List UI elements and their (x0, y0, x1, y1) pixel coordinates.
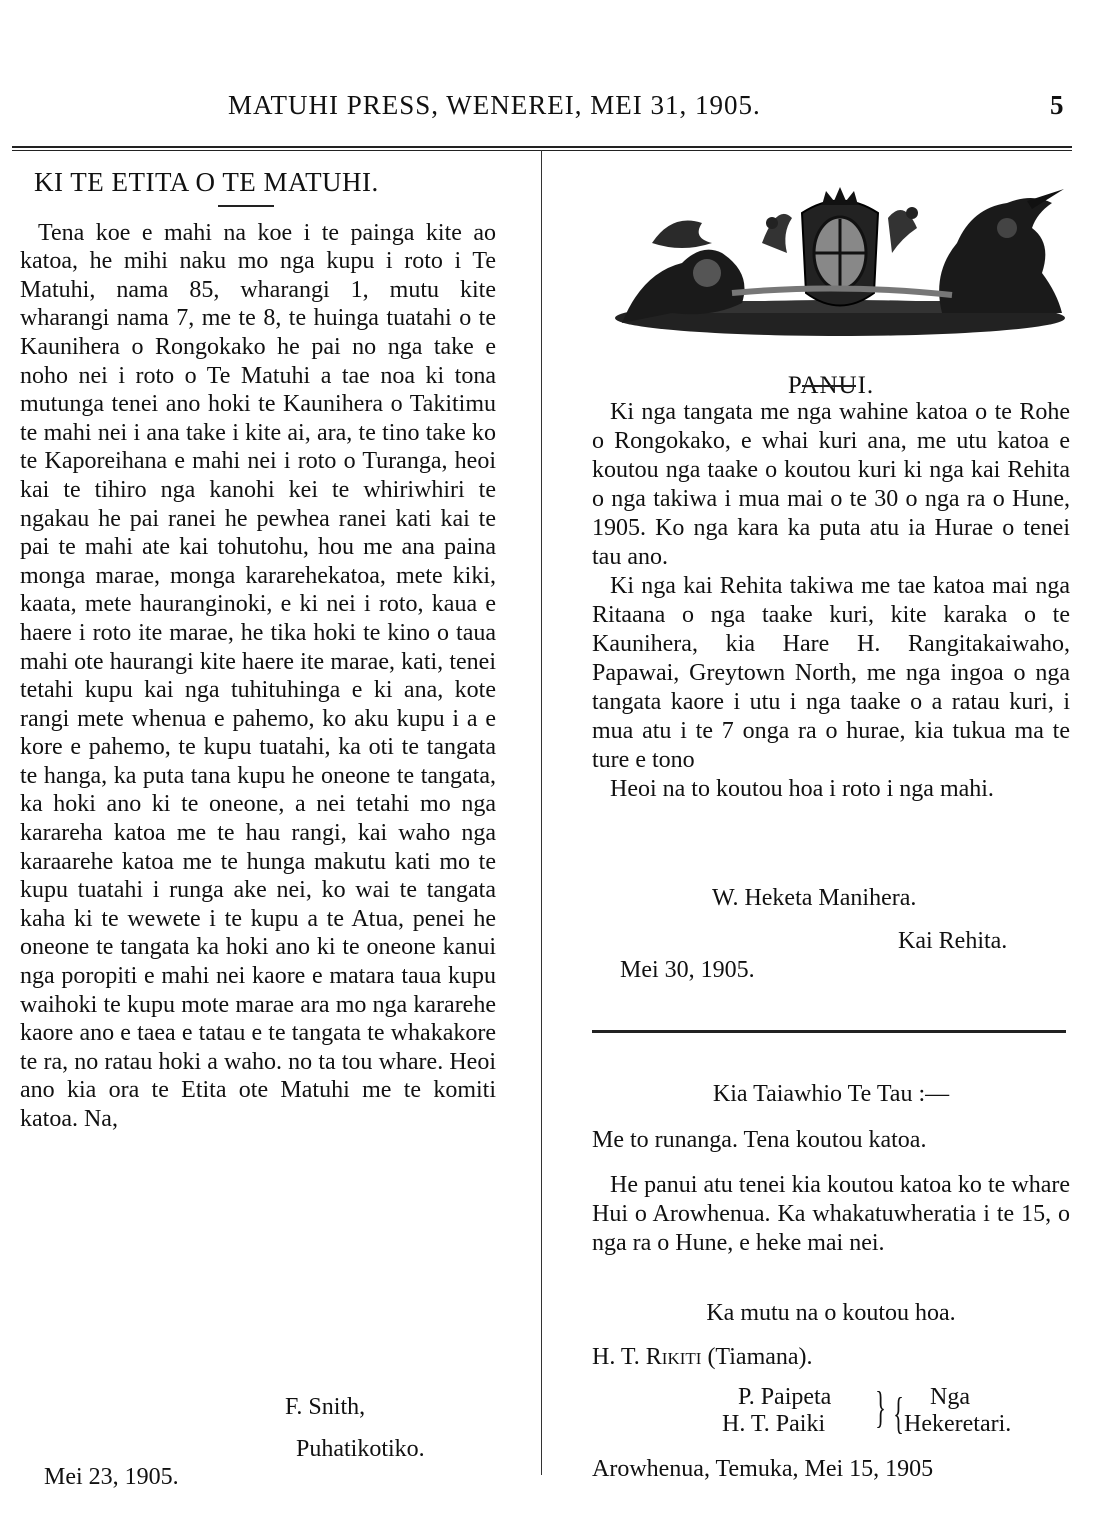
notice-chair-role: (Tiamana). (707, 1344, 813, 1370)
letter-signature-place: Puhatikotiko. (296, 1436, 425, 1462)
brace-icon: } (875, 1383, 886, 1432)
notice-chair (592, 1344, 813, 1371)
column-divider (541, 150, 542, 1475)
title-rule (218, 205, 274, 207)
page-number: 5 (1050, 90, 1064, 120)
notice-closing: Ka mutu na o koutou hoa. (706, 1300, 956, 1326)
notice-secretary-2: H. T. Paiki (722, 1411, 826, 1437)
secretaries-label-1: Nga (930, 1384, 970, 1410)
notice-footer: Arowhenua, Temuka, Mei 15, 1905 (592, 1456, 934, 1482)
panui-signature-title: Kai Rehita. (898, 928, 1008, 954)
letter-to-editor (20, 168, 496, 1134)
letter-title: KI TE ETITA O TE MATUHI. (34, 167, 379, 197)
notice-body: He panui atu tenei kia koutou katoa ko te whare Hui o Arowhenua. Ka whakatuwheratia i te 15, o nga ra o Hune, e heke mai nei. (592, 1172, 1070, 1256)
header-rule (12, 146, 1072, 151)
panui-signature-name: W. Heketa Manihera. (712, 885, 917, 911)
notice-chair-name: H. T. Rikiti (592, 1344, 702, 1370)
panui-rule (802, 385, 856, 387)
panui-paragraph-1: Ki nga tangata me nga wahine katoa o te Rohe o Rongokako, e whai kuri ana, me utu katoa e koutou nga taake o koutou kuri ki nga kai Rehita o nga takiwa i mua mai o te 30 o nga ra o Hune, 1905. Ko nga kara ka puta atu ia Hurae o tenei tau ano. (592, 399, 1070, 570)
secretaries-label-2: Hekeretari. (904, 1411, 1012, 1437)
letter-body: Tena koe e mahi na koe i te painga kite ao katoa, he mihi naku mo nga kupu i roto i Te Matuhi, nama 85, wharangi 1, mutu kite wharangi nama 7, me te 8, te huinga tuatahi o te Kaunihera o Rongokako he pai no nga take e noho nei i roto o Te Matuhi a tae noa ki tona mutunga tenei ano hoki te Kaunihera o Takitimu te mahi nei i ana take i kite ai, ara, te tino take ko te Kaporeihana e mahi nei i roto o Turanga, heoi kai te tihiro nga kanohi kei te whiriwhiri te ngakau he pai ranei he pewhea ranei kati kai te pai te mahi ate kai tohutohu, hou me ana paina monga marae, monga kararehekatoa, mete kiki, kaata, mete hauranginoki, e ki nei i roto, kaua e haere i roto ite marae, he tika hoki te kino o taua mahi ote haurangi kite haere ite marae, kati, tenei tetahi kupu kai nga tuhituhinga e ki ana, kote rangi mete whenua e pahemo, ko aku kupu i a e kore e pahemo, te kupu tuatahi, ka oti te tangata te hanga, ka puta tana kupu he oneone te tangata, ka hoki ano ki te oneone, a nei tetahi mo nga karareha katoa me te hau rangi, kai waho nga karaarehe katoa me te hunga makutu kati mo te kupu tuatahi i runga ake nei, ko wai te tangata kaha ki te wewete i te kupu a te Atua, penei he oneone te tangata ka hoki ano ki te oneone kanui nga poropiti e mahi nei kaore e matara taua kupu waihoki te kupu mote marae ara mo nga kararehe kaore ano e taea e tatau e te tangata te whakakore te ra, no ratau hoki a waho. no ta tou whare. Heoi ano kia ora te Etita ote Matuhi me te komiti katoa. Na, (20, 219, 496, 1132)
page-header (0, 90, 1114, 130)
panui-paragraph-3: Heoi na to koutou hoa i roto i nga mahi. (610, 776, 994, 802)
notice-greeting: Me to runanga. Tena koutou katoa. (592, 1127, 927, 1153)
newspaper-masthead-line: MATUHI PRESS, WENEREI, MEI 31, 1905. (228, 90, 761, 120)
letter-date: Mei 23, 1905. (44, 1464, 179, 1490)
notice-heading: Kia Taiawhio Te Tau :— (712, 1081, 950, 1107)
panui-paragraph-2: Ki nga kai Rehita takiwa me tae katoa mai nga Ritaana o nga taake kuri, kite karaka o te Kaunihera, kia Hare H. Rangitakaiwaho, Papawai, Greytown North, me nga ingoa o nga tangata kaore i utu i nga taake o a ratau kuri, i mua atu i te 7 onga ra o hurae, kia tukua ma te ture e tono (592, 573, 1070, 773)
panui-title: PANUI. (787, 372, 875, 399)
notice-secretary-1: P. Paipeta (738, 1384, 832, 1410)
section-divider (592, 1030, 1066, 1033)
royal-coat-of-arms-icon (612, 183, 1068, 343)
letter-signature-name: F. Snith, (285, 1394, 366, 1420)
panui-date: Mei 30, 1905. (620, 957, 755, 983)
brace-open-icon: { (893, 1389, 904, 1438)
panui-body (592, 398, 1070, 804)
